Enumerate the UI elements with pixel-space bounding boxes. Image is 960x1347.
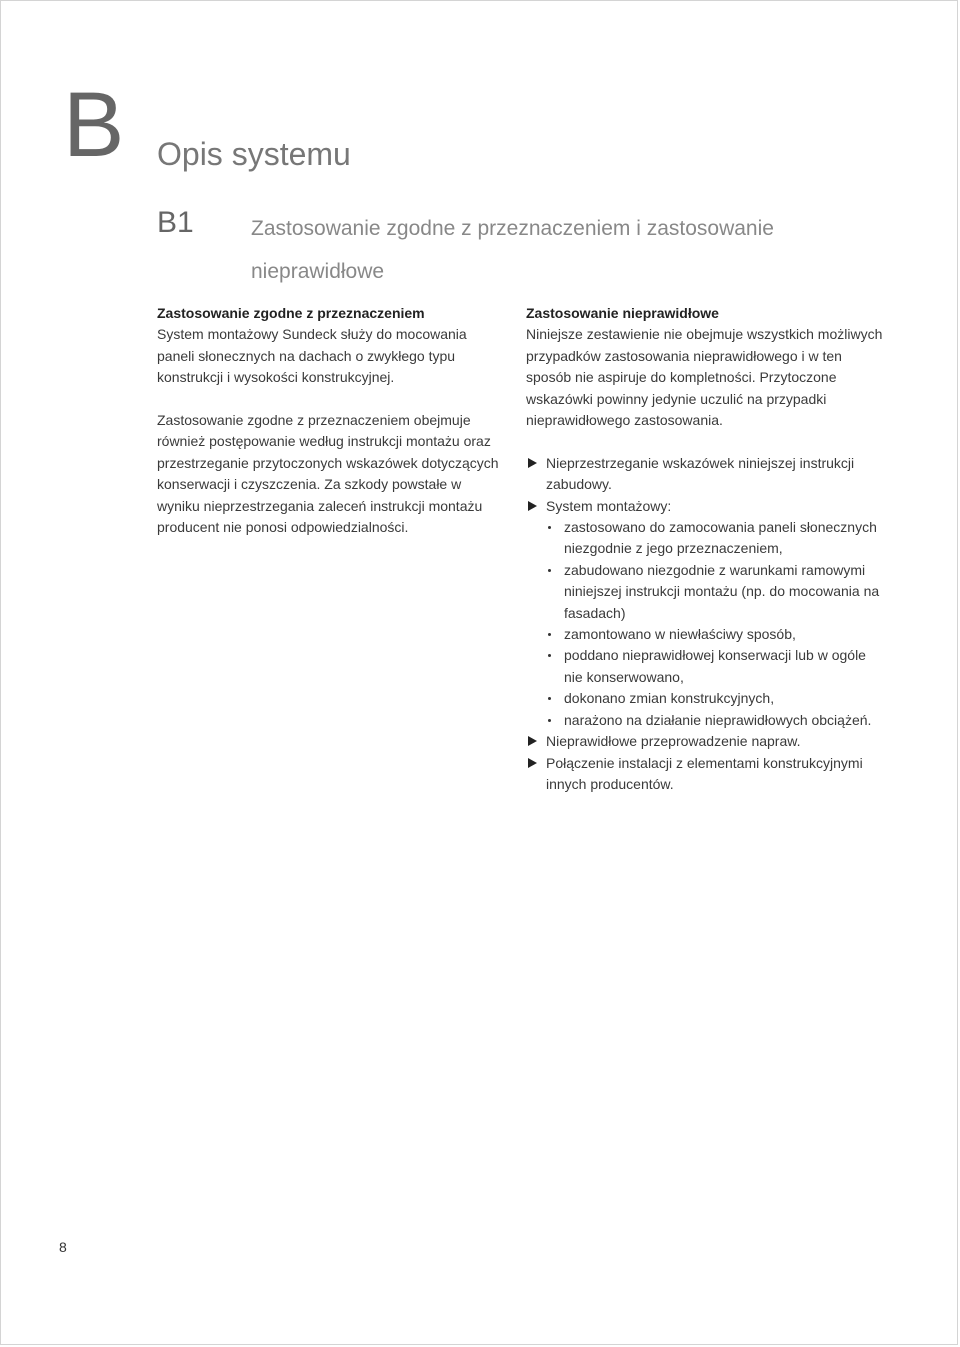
chapter-letter: B [63, 74, 123, 176]
right-intro: Niniejsze zestawienie nie obejmuje wszystkich możliwych przypadków zastosowania nieprawidłowego i w ten sposób nie aspiruje do kompletności. Przytoczone wskazówki powinny jedynie uczulić na przypadki nieprawidłowego zastosowania. [526, 326, 883, 429]
chapter-title: Opis systemu [157, 136, 351, 172]
section-title: Zastosowanie zgodne z przeznaczeniem i zastosowanie nieprawidłowe [251, 217, 774, 283]
page-number: 8 [59, 1239, 67, 1255]
list-item-text: Nieprzestrzeganie wskazówek niniejszej instrukcji zabudowy. [546, 454, 855, 493]
right-column [526, 303, 886, 795]
misuse-list [526, 453, 886, 796]
list-item-text: Połączenie instalacji z elementami konstrukcyjnymi innych producentów. [546, 754, 863, 792]
right-column-heading: Zastosowanie nieprawidłowe [526, 305, 719, 321]
list-item [526, 496, 886, 731]
section-number: B1 [157, 206, 194, 239]
list-item-text: System montażowy: [546, 497, 672, 514]
left-paragraph-1: System montażowy Sundeck służy do mocowania paneli słonecznych na dachach o zwykłego typu konstrukcji i wysokości konstrukcyjnej. [157, 326, 467, 386]
sub-list-item: zamontowano w niewłaściwy sposób, [546, 624, 886, 645]
list-item [526, 753, 886, 796]
list-item-text: Nieprawidłowe przeprowadzenie napraw. [546, 733, 801, 750]
sub-list-item: dokonano zmian konstrukcyjnych, [546, 688, 886, 709]
sub-list-item: zastosowano do zamocowania paneli słonecznych niezgodnie z jego przeznaczeniem, [546, 517, 886, 560]
list-item [526, 453, 886, 496]
left-paragraph-2: Zastosowanie zgodne z przeznaczeniem obejmuje również postępowanie według instrukcji montażu oraz przestrzeganie przytoczonych wskazówek dotyczących konserwacji i czyszczenia. Za szkody powstałe w wyniku nieprzestrzegania zaleceń instrukcji montażu producent nie ponosi odpowiedzialności. [157, 412, 499, 536]
misuse-sublist [546, 517, 886, 731]
sub-list-item: zabudowano niezgodnie z warunkami ramowymi niniejszej instrukcji montażu (np. do mocowania na fasadach) [546, 560, 886, 624]
sub-list-item: narażono na działanie nieprawidłowych obciążeń. [546, 710, 886, 731]
left-column [157, 303, 507, 538]
list-item [526, 731, 886, 752]
left-column-heading: Zastosowanie zgodne z przeznaczeniem [157, 305, 425, 321]
sub-list-item: poddano nieprawidłowej konserwacji lub w ogóle nie konserwowano, [546, 645, 886, 688]
